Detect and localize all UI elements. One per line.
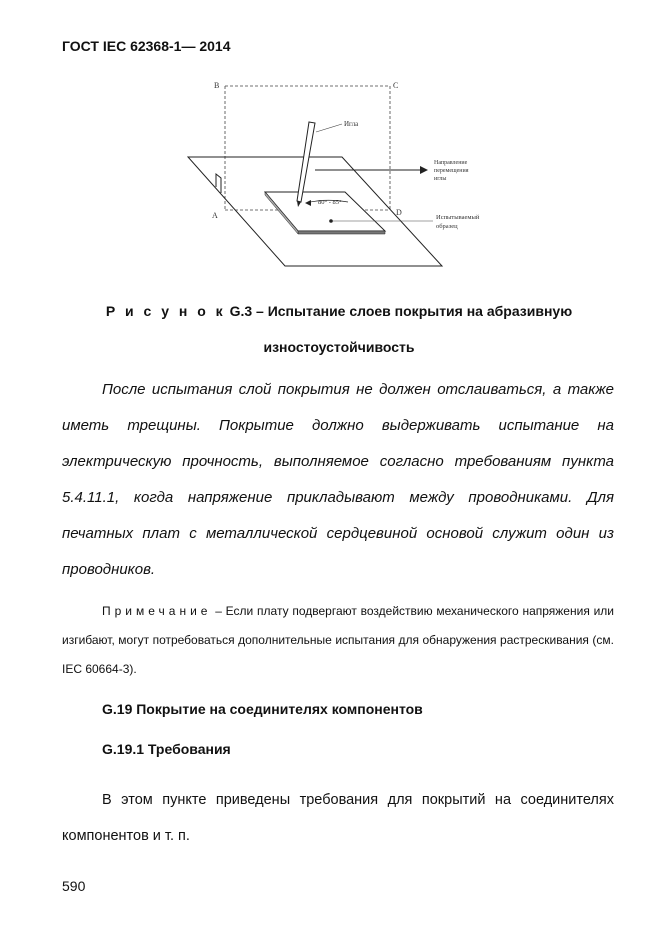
section-heading-g19: G.19 Покрытие на соединителях компонентов [102, 701, 423, 717]
sample-label-line1: Испытываемый [436, 214, 480, 221]
corner-label-c: C [393, 81, 399, 90]
section-heading-g19-1: G.19.1 Требования [102, 741, 231, 757]
note-text: – Если плату подвергают воздействию механического напряжения или изгибают, могут потребоваться дополнительные испытания для обнаружения растрескивания (см. IEC 60664-3). [62, 604, 614, 676]
direction-label-line1: Направление [434, 160, 468, 166]
corner-label-b: B [214, 81, 220, 90]
body-paragraph-1: После испытания слой покрытия не должен отслаиваться, а также иметь трещины. Покрытие должно выдерживать испытание на электрическую прочность, выполняемое согласно требованиям пункта 5.4.11.1, когда напряжение прикладывают между проводниками. Для печатных плат с металлической сердцевиной основой служит один из проводников. [62, 381, 614, 578]
caption-title: G.3 – Испытание слоев покрытия на абразивную [225, 303, 573, 319]
direction-label-line2: перемещения [434, 168, 469, 174]
angle-label: 80° - 85° [318, 199, 342, 206]
note [62, 597, 614, 684]
corner-label-a: A [212, 211, 218, 220]
needle [297, 122, 315, 202]
plane-tab [216, 174, 221, 193]
page-number: 590 [62, 878, 86, 894]
needle-label: Игла [344, 120, 359, 128]
corner-label-d: D [396, 208, 402, 217]
caption-prefix: Р и с у н о к [105, 303, 226, 319]
note-label: Примечание [102, 604, 212, 618]
figure-caption-line2: изностоустойчивость [263, 339, 415, 355]
direction-label-line3: иглы [434, 176, 447, 182]
body-paragraph-2: В этом пункте приведены требования для покрытий на соединителях компонентов и т. п. [62, 792, 614, 844]
test-sample [265, 192, 385, 231]
direction-arrow-head [420, 166, 428, 174]
sample-label-line2: образец [436, 223, 458, 230]
document-header: ГОСТ IEC 62368-1— 2014 [62, 38, 231, 54]
figure-caption [62, 303, 616, 319]
abrasion-test-figure [150, 74, 510, 274]
